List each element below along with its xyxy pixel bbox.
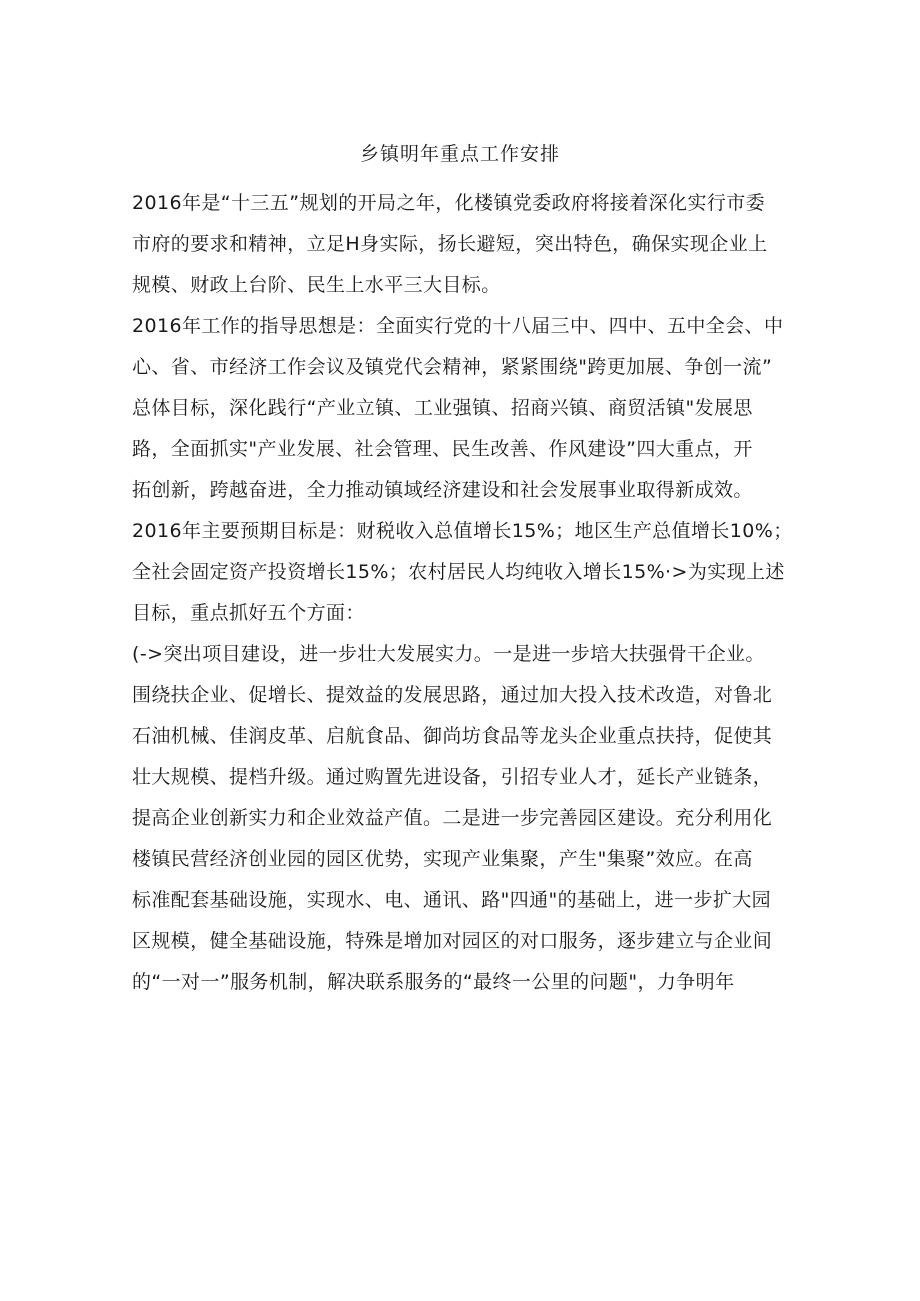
text-line: 目标，重点抓好五个方面： (132, 602, 365, 624)
paragraph-project-construction (132, 634, 792, 1003)
text-line: 路，全面抓实"产业发展、社会管理、民生改善、作风建设”四大重点，开 (132, 438, 753, 460)
text-line: 区规模，健全基础设施，特殊是增加对园区的对口服务，逐步建立与企业间 (132, 930, 773, 952)
text-line: 围绕扶企业、促增长、提效益的发展思路，通过加大投入技术改造，对鲁北 (132, 684, 773, 706)
text-line: 2016年主要预期目标是：财税收入总值增长15%；地区生产总值增长10%； (132, 520, 793, 542)
paragraph-guiding-thought (132, 306, 792, 511)
paragraph-opening (132, 183, 792, 306)
text-line: 全社会固定资产投资增长15%；农村居民人均纯收入增长15%·>为实现上述 (132, 561, 785, 583)
text-line: 2016年是“十三五”规划的开局之年，化楼镇党委政府将接着深化实行市委 (132, 192, 766, 214)
text-line: 提高企业创新实力和企业效益产值。二是进一步完善园区建设。充分利用化 (132, 807, 773, 829)
paragraph-targets (132, 511, 792, 634)
text-line: 规模、财政上台阶、民生上水平三大目标。 (132, 274, 501, 296)
text-line: 心、省、市经济工作会议及镇党代会精神，紧紧围绕"跨更加展、争创一流” (132, 356, 773, 378)
text-line: 2016年工作的指导思想是：全面实行党的十八届三中、四中、五中全会、中 (132, 315, 784, 337)
document-title: 乡镇明年重点工作安排 (359, 143, 560, 165)
text-line: 壮大规模、提档升级。通过购置先进设备，引招专业人才，延长产业链条， (132, 766, 773, 788)
text-line: 拓创新，跨越奋进，全力推动镇域经济建设和社会发展事业取得新成效。 (132, 479, 753, 501)
text-line: 石油机械、佳润皮革、启航食品、御尚坊食品等龙头企业重点扶持，促使其 (132, 725, 773, 747)
text-line: 的“一对一”服务机制，解决联系服务的“最终一公里的问题"，力争明年 (132, 971, 735, 993)
document-body (132, 183, 792, 1003)
text-line: 市府的要求和精神，立足H身实际，扬长避短，突出特色，确保实现企业上 (132, 233, 768, 255)
text-line: 楼镇民营经济创业园的园区优势，实现产业集聚，产生"集聚”效应。在高 (132, 848, 753, 870)
text-line: 总体目标，深化践行“产业立镇、工业强镇、招商兴镇、商贸活镇"发展思 (132, 397, 753, 419)
text-line: (->突出项目建设，进一步壮大发展实力。一是进一步培大扶强骨干企业。 (132, 643, 765, 665)
text-line: 标准配套基础设施，实现水、电、通讯、路"四通"的基础上，进一步扩大园 (132, 889, 772, 911)
